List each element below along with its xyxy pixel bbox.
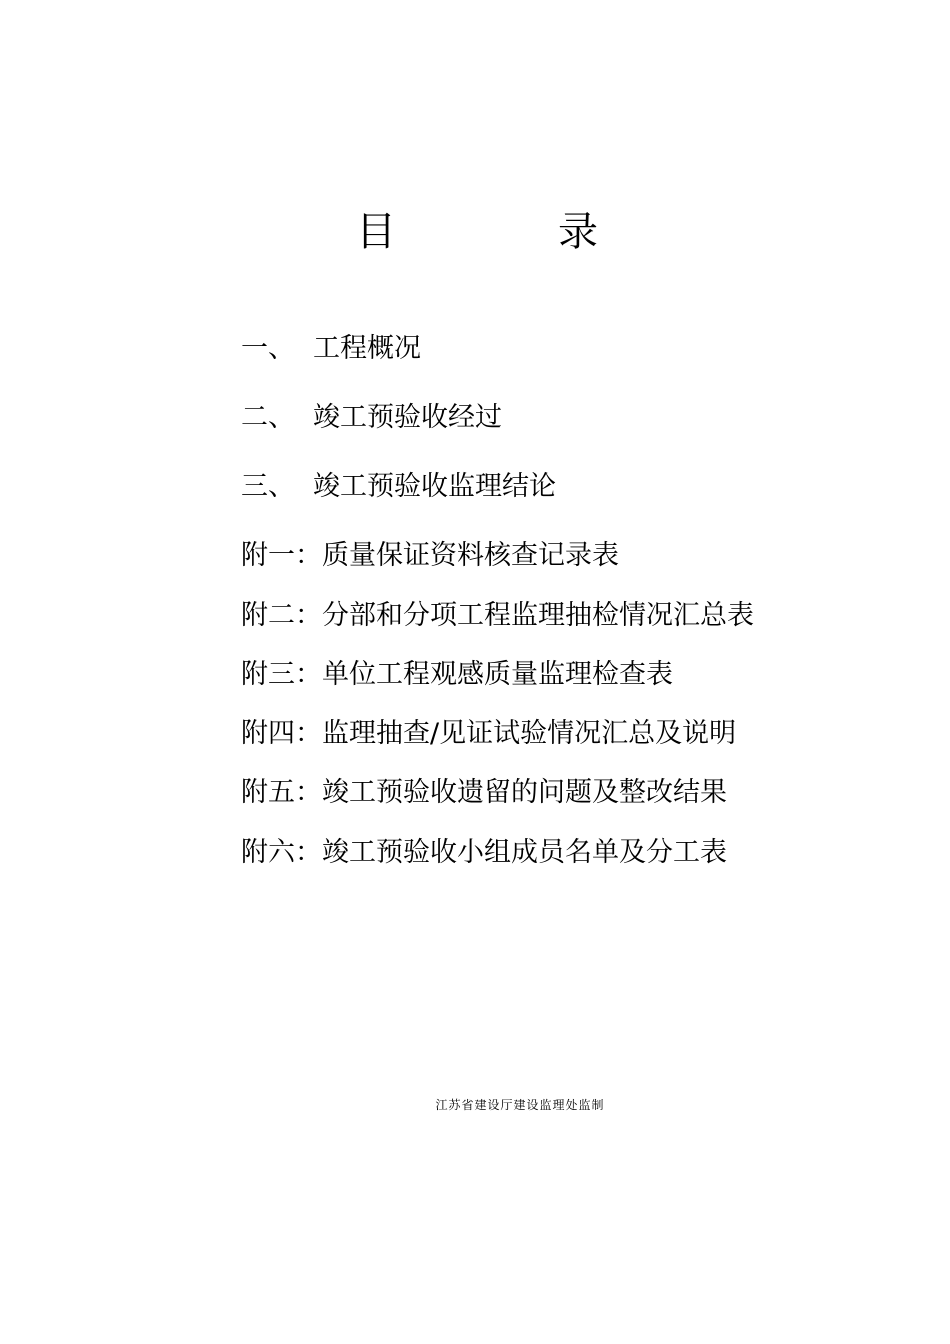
toc-section-number: 三、 bbox=[241, 471, 295, 502]
toc-section-title: 竣工预验收监理结论 bbox=[313, 471, 556, 502]
toc-appendix-number: 附四： bbox=[241, 718, 322, 749]
toc-appendix-number: 附三： bbox=[241, 659, 322, 690]
page-title-char-1: 目 bbox=[356, 209, 396, 255]
toc-appendix-1 bbox=[241, 539, 619, 573]
toc-appendix-title: 监理抽查/见证试验情况汇总及说明 bbox=[322, 718, 737, 749]
toc-appendix-4 bbox=[241, 717, 736, 751]
toc-appendix-number: 附六： bbox=[241, 837, 322, 868]
toc-appendix-title: 竣工预验收小组成员名单及分工表 bbox=[322, 837, 727, 868]
toc-appendix-5 bbox=[241, 776, 727, 810]
toc-section-title: 工程概况 bbox=[313, 333, 421, 364]
toc-section-1 bbox=[241, 332, 421, 366]
toc-appendix-title: 质量保证资料核查记录表 bbox=[322, 540, 619, 571]
toc-appendix-title: 竣工预验收遗留的问题及整改结果 bbox=[322, 777, 727, 808]
toc-appendix-6 bbox=[241, 836, 727, 870]
toc-appendix-title: 分部和分项工程监理抽检情况汇总表 bbox=[322, 600, 754, 631]
toc-section-number: 二、 bbox=[241, 402, 295, 433]
page-title-char-2: 录 bbox=[558, 209, 598, 255]
toc-section-3 bbox=[241, 470, 556, 504]
toc-appendix-title: 单位工程观感质量监理检查表 bbox=[322, 659, 673, 690]
toc-appendix-number: 附一： bbox=[241, 540, 322, 571]
toc-appendix-number: 附二： bbox=[241, 600, 322, 631]
toc-section-number: 一、 bbox=[241, 333, 295, 364]
toc-section-2 bbox=[241, 401, 502, 435]
toc-section-title: 竣工预验收经过 bbox=[313, 402, 502, 433]
toc-appendix-2 bbox=[241, 599, 754, 633]
toc-appendix-number: 附五： bbox=[241, 777, 322, 808]
toc-appendix-3 bbox=[241, 658, 673, 692]
footer-issuer: 江苏省建设厅建设监理处监制 bbox=[435, 1098, 605, 1112]
